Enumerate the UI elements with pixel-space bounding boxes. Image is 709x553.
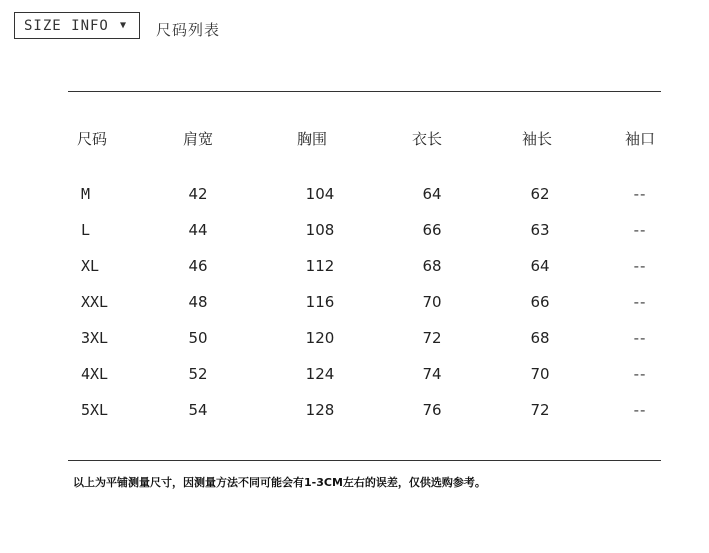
table-cell-size: 4XL [81, 365, 109, 383]
column-header-size: 尺码 [76, 130, 108, 148]
table-cell-size: 3XL [81, 329, 109, 347]
table-cell-size: 5XL [81, 401, 109, 419]
table-cell: 76 [422, 401, 442, 419]
table-cell: 42 [188, 185, 208, 203]
table-cell: 70 [422, 293, 442, 311]
table-cell: 54 [188, 401, 208, 419]
table-cell: -- [633, 365, 647, 383]
table-cell: 66 [422, 221, 442, 239]
table-cell: 72 [422, 329, 442, 347]
table-cell: 64 [422, 185, 442, 203]
table-cell: 46 [188, 257, 208, 275]
top-divider [68, 91, 661, 92]
table-cell: 108 [305, 221, 335, 239]
table-cell: 66 [530, 293, 550, 311]
table-cell: 72 [530, 401, 550, 419]
table-cell: -- [633, 221, 647, 239]
table-cell: -- [633, 257, 647, 275]
table-cell: 63 [530, 221, 550, 239]
table-cell: 120 [305, 329, 335, 347]
table-cell-size: L [81, 221, 91, 239]
table-cell: 44 [188, 221, 208, 239]
table-cell: 74 [422, 365, 442, 383]
bottom-divider [68, 460, 661, 461]
table-cell-size: XL [81, 257, 100, 275]
table-cell: 68 [530, 329, 550, 347]
table-cell: 128 [305, 401, 335, 419]
table-cell: 62 [530, 185, 550, 203]
table-cell: 52 [188, 365, 208, 383]
table-cell: 48 [188, 293, 208, 311]
table-cell: 104 [305, 185, 335, 203]
table-cell: 112 [305, 257, 335, 275]
size-info-dropdown[interactable] [14, 12, 140, 39]
column-header-length: 衣长 [411, 130, 443, 148]
size-info-label: SIZE INFO [24, 17, 109, 34]
table-cell: 50 [188, 329, 208, 347]
table-cell: -- [633, 185, 647, 203]
column-header-sleeve: 袖长 [521, 130, 553, 148]
size-list-title: 尺码列表 [156, 21, 221, 39]
dropdown-arrow-icon: ▼ [119, 20, 127, 31]
table-cell: 124 [305, 365, 335, 383]
table-cell: -- [633, 329, 647, 347]
table-cell: 116 [305, 293, 335, 311]
table-cell: -- [633, 401, 647, 419]
column-header-cuff: 袖口 [624, 130, 656, 148]
table-cell-size: XXL [81, 293, 109, 311]
column-header-shoulder: 肩宽 [182, 130, 214, 148]
table-cell: -- [633, 293, 647, 311]
table-cell: 64 [530, 257, 550, 275]
measurement-note: 以上为平铺测量尺寸，因测量方法不同可能会有1-3CM左右的误差，仅供选购参考。 [73, 476, 486, 489]
table-cell: 70 [530, 365, 550, 383]
table-cell-size: M [81, 185, 91, 203]
table-cell: 68 [422, 257, 442, 275]
column-header-chest: 胸围 [296, 130, 328, 148]
